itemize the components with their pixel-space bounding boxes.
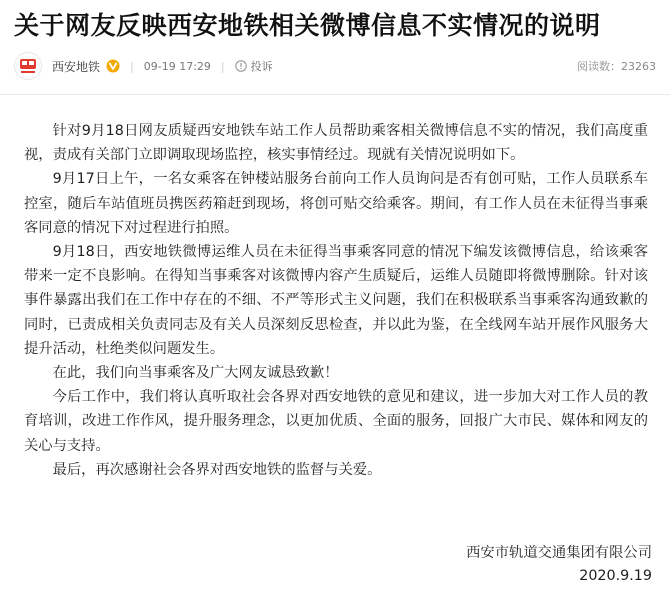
paragraph: 9月18日，西安地铁微博运维人员在未征得当事乘客同意的情况下编发该微博信息，给该乘客带来一定不良影响。在得知当事乘客对该微博内容产生质疑后，运维人员随即将微博删除。针对该事件暴露出我们在工作中存在的不细、不严等形式主义问题，我们在积极联系当事乘客沟通致歉的同时，已责成相关负责同志及有关人员深刻反思检查，并以此为鉴，在全线网车站开展作风服务大提升活动，杜绝类似问题发生。 — [24, 244, 648, 357]
signature-date: 2020.9.19 — [579, 568, 652, 584]
complaint-label: 投诉 — [250, 60, 273, 73]
meta-separator: | — [130, 59, 134, 73]
paragraph: 在此，我们向当事乘客及广大网友诚恳致歉！ — [52, 365, 339, 382]
divider — [0, 94, 670, 95]
read-count: 阅读数：23263 — [577, 60, 656, 73]
xian-metro-logo-icon — [18, 56, 38, 76]
paragraph: 9月17日上午，一名女乘客在钟楼站服务台前向工作人员询问是否有创可贴，工作人员联系车控室，随后车站值班员携医药箱赶到现场，将创可贴交给乘客。期间，有工作人员在未征得当事乘客同意的情况下对过程进行拍照。 — [24, 171, 648, 236]
article-meta-bar — [14, 52, 656, 80]
article-title: 关于网友反映西安地铁相关微博信息不实情况的说明 — [14, 11, 601, 40]
meta-separator: | — [220, 59, 225, 73]
author-name[interactable]: 西安地铁 — [52, 59, 101, 74]
post-datetime: 09-19 17:29 — [143, 59, 211, 73]
complaint-icon — [235, 60, 247, 72]
article-body — [24, 119, 648, 482]
paragraph: 针对9月18日网友质疑西安地铁车站工作人员帮助乘客相关微博信息不实的情况，我们高度重视，责成有关部门立即调取现场监控，核实事情经过。现就有关情况说明如下。 — [24, 123, 648, 164]
avatar[interactable] — [14, 52, 42, 80]
paragraph: 最后，再次感谢社会各界对西安地铁的监督与关爱。 — [52, 461, 382, 478]
paragraph: 今后工作中，我们将认真听取社会各界对西安地铁的意见和建议，进一步加大对工作人员的教育培训，改进工作作风，提升服务理念，以更加优质、全面的服务，回报广大市民、媒体和网友的关心与支持。 — [24, 389, 648, 454]
complaint-link[interactable] — [235, 58, 273, 74]
signature-org: 西安市轨道交通集团有限公司 — [466, 545, 652, 561]
verified-v-icon — [106, 59, 120, 73]
